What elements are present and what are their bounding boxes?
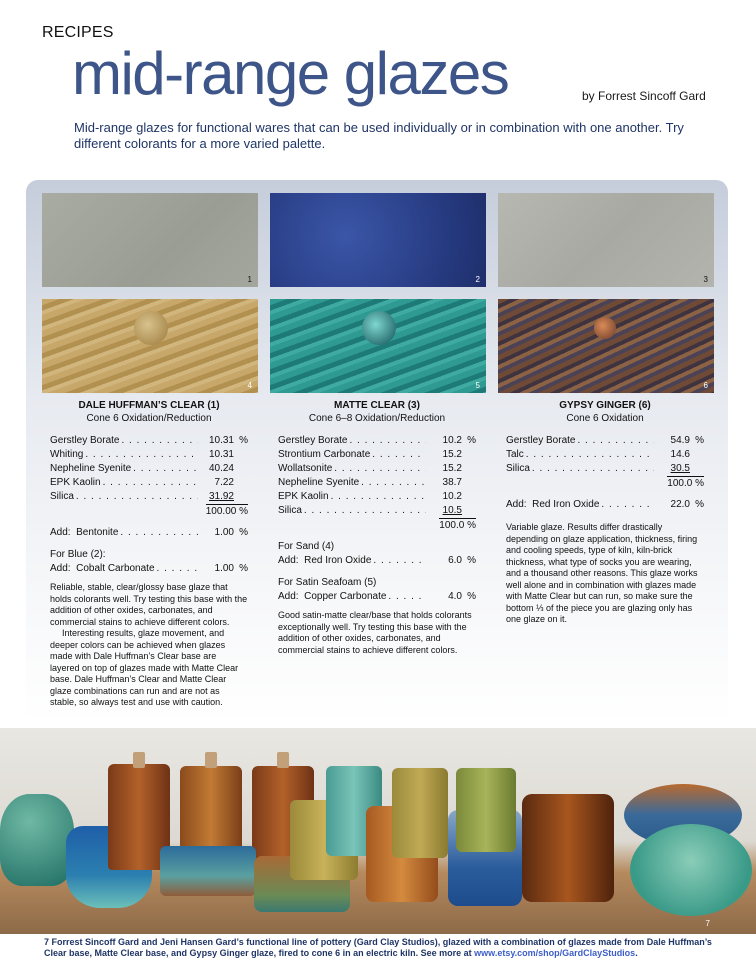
celadon-bowl (630, 824, 752, 916)
glaze-tile-6 (498, 299, 714, 393)
ingredient-row: Nepheline Syenite . . . 40.24 (50, 462, 248, 476)
recipe-cone: Cone 6 Oxidation/Reduction (86, 413, 212, 424)
shop-link[interactable]: www.etsy.com/shop/GardClayStudios (474, 948, 636, 958)
glaze-pool (362, 311, 396, 345)
ingredient-row: Gerstley Borate . . . 10.2 % (278, 434, 476, 448)
ingredient-row: Strontium Carbonate . . . 15.2 (278, 448, 476, 462)
glaze-tile-1 (42, 193, 258, 287)
ingredient-row: Silica . . . 31.92 (50, 490, 248, 504)
additive-row: Add: Cobalt Carbonate . . . 1.00 % (50, 562, 248, 576)
tile-number: 6 (703, 381, 708, 390)
brown-vase (522, 794, 614, 902)
glaze-tile-5 (270, 299, 486, 393)
variant-title: For Blue (2): (50, 549, 106, 560)
recipe-name: MATTE CLEAR (3) (334, 400, 420, 411)
ingredient-row: EPK Kaolin . . . 7.22 (50, 476, 248, 490)
glaze-tile-2 (270, 193, 486, 287)
green-bowl (0, 794, 74, 886)
photo-number: 7 (705, 919, 710, 928)
tile-number: 2 (475, 275, 480, 284)
recipe-total: 100.0 % (439, 520, 476, 531)
recipe-total: 100.00 % (205, 506, 248, 517)
green-cup (456, 768, 516, 852)
variant-title: For Sand (4) (278, 541, 335, 552)
recipe-name: GYPSY GINGER (6) (559, 400, 651, 411)
hex-dish (160, 846, 256, 896)
ingredient-row: Silica . . . 30.5 (506, 462, 704, 476)
glaze-tile-4 (42, 299, 258, 393)
additive-row: Add: Red Iron Oxide . . . 22.0 % (506, 498, 704, 512)
recipe-note: Variable glaze. Results differ drastically depending on glaze application, thickness, firing and cooling speeds, type of kiln, kiln-brick thickness, what type of socks you are wearing, and a thousand other reasons. This glaze works well alone and in combination with glazes made with Matte Clear but can run, so make sure the bottom ⅓ of the piece you are glazing only has one glaze on it. (506, 522, 698, 624)
pottery-photo (0, 728, 756, 934)
olive-cup (392, 768, 448, 858)
additive-row: Add: Red Iron Oxide . . . 6.0 % (278, 554, 476, 568)
variant-title: For Satin Seafoam (5) (278, 577, 377, 588)
glaze-tile-3 (498, 193, 714, 287)
byline: by Forrest Sincoff Gard (582, 89, 706, 103)
tile-number: 1 (247, 275, 252, 284)
section-label: RECIPES (42, 24, 114, 41)
ingredient-row: Whiting . . . 10.31 (50, 448, 248, 462)
recipe-note: Reliable, stable, clear/glossy base glaze that holds colorants well. Try testing this base with the addition of other oxides, carbonates, and commercial stains to achieve different colors. Interesting results, glaze movement, and deeper colors can be achieved when glazes made with Dale Huffman’s Clear base are layered on top of glazes made with Matte Clear base. Dale Huffman’s Clear and Matte Clear glaze combinations can run and are not as stable, so always test and use with caution. (50, 582, 248, 707)
intro-paragraph: Mid-range glazes for functional wares that can be used individually or in combination with one another. Try different colorants for a more varied palette. (74, 120, 684, 151)
ingredient-row: Nepheline Syenite . . . 38.7 (278, 476, 476, 490)
recipe-gypsy-ginger (506, 400, 704, 626)
recipe-name: DALE HUFFMAN’S CLEAR (1) (78, 400, 220, 411)
tile-number: 5 (475, 381, 480, 390)
recipe-cone: Cone 6–8 Oxidation/Reduction (308, 413, 446, 424)
ingredient-row: Wollatsonite . . . 15.2 (278, 462, 476, 476)
glaze-pool (594, 317, 616, 339)
recipe-cone: Cone 6 Oxidation (566, 413, 644, 424)
article-title: mid-range glazes (72, 40, 509, 107)
recipe-dale-huffmans-clear (50, 400, 248, 709)
glaze-pool (134, 311, 168, 345)
ingredient-row: Gerstley Borate . . . 10.31 % (50, 434, 248, 448)
tile-number: 3 (703, 275, 708, 284)
ingredient-row: Gerstley Borate . . . 54.9 % (506, 434, 704, 448)
ingredient-row: Talc . . . 14.6 (506, 448, 704, 462)
recipe-matte-clear (278, 400, 476, 656)
additive-row: Add: Copper Carbonate . . . 4.0 % (278, 590, 476, 604)
ingredient-row: Silica . . . 10.5 (278, 504, 476, 518)
photo-caption: 7 Forrest Sincoff Gard and Jeni Hansen Gard’s functional line of pottery (Gard Clay Studios), glazed with a combination of glazes made from Dale Huffman’s Clear base, Matte Clear base, and Gypsy Ginger glaze, fired to cone 6 in an electric kiln. See more at www.etsy.com/shop/GardClayStudios. (44, 937, 712, 958)
additive-row: Add: Bentonite . . . 1.00 % (50, 526, 248, 540)
ingredient-row: EPK Kaolin . . . 10.2 (278, 490, 476, 504)
recipe-total: 100.0 % (667, 478, 704, 489)
recipe-note: Good satin-matte clear/base that holds colorants exceptionally well. Try testing this base with the addition of other oxides, carbonates, and commercial stains to achieve different colors. (278, 610, 472, 655)
tile-number: 4 (247, 381, 252, 390)
